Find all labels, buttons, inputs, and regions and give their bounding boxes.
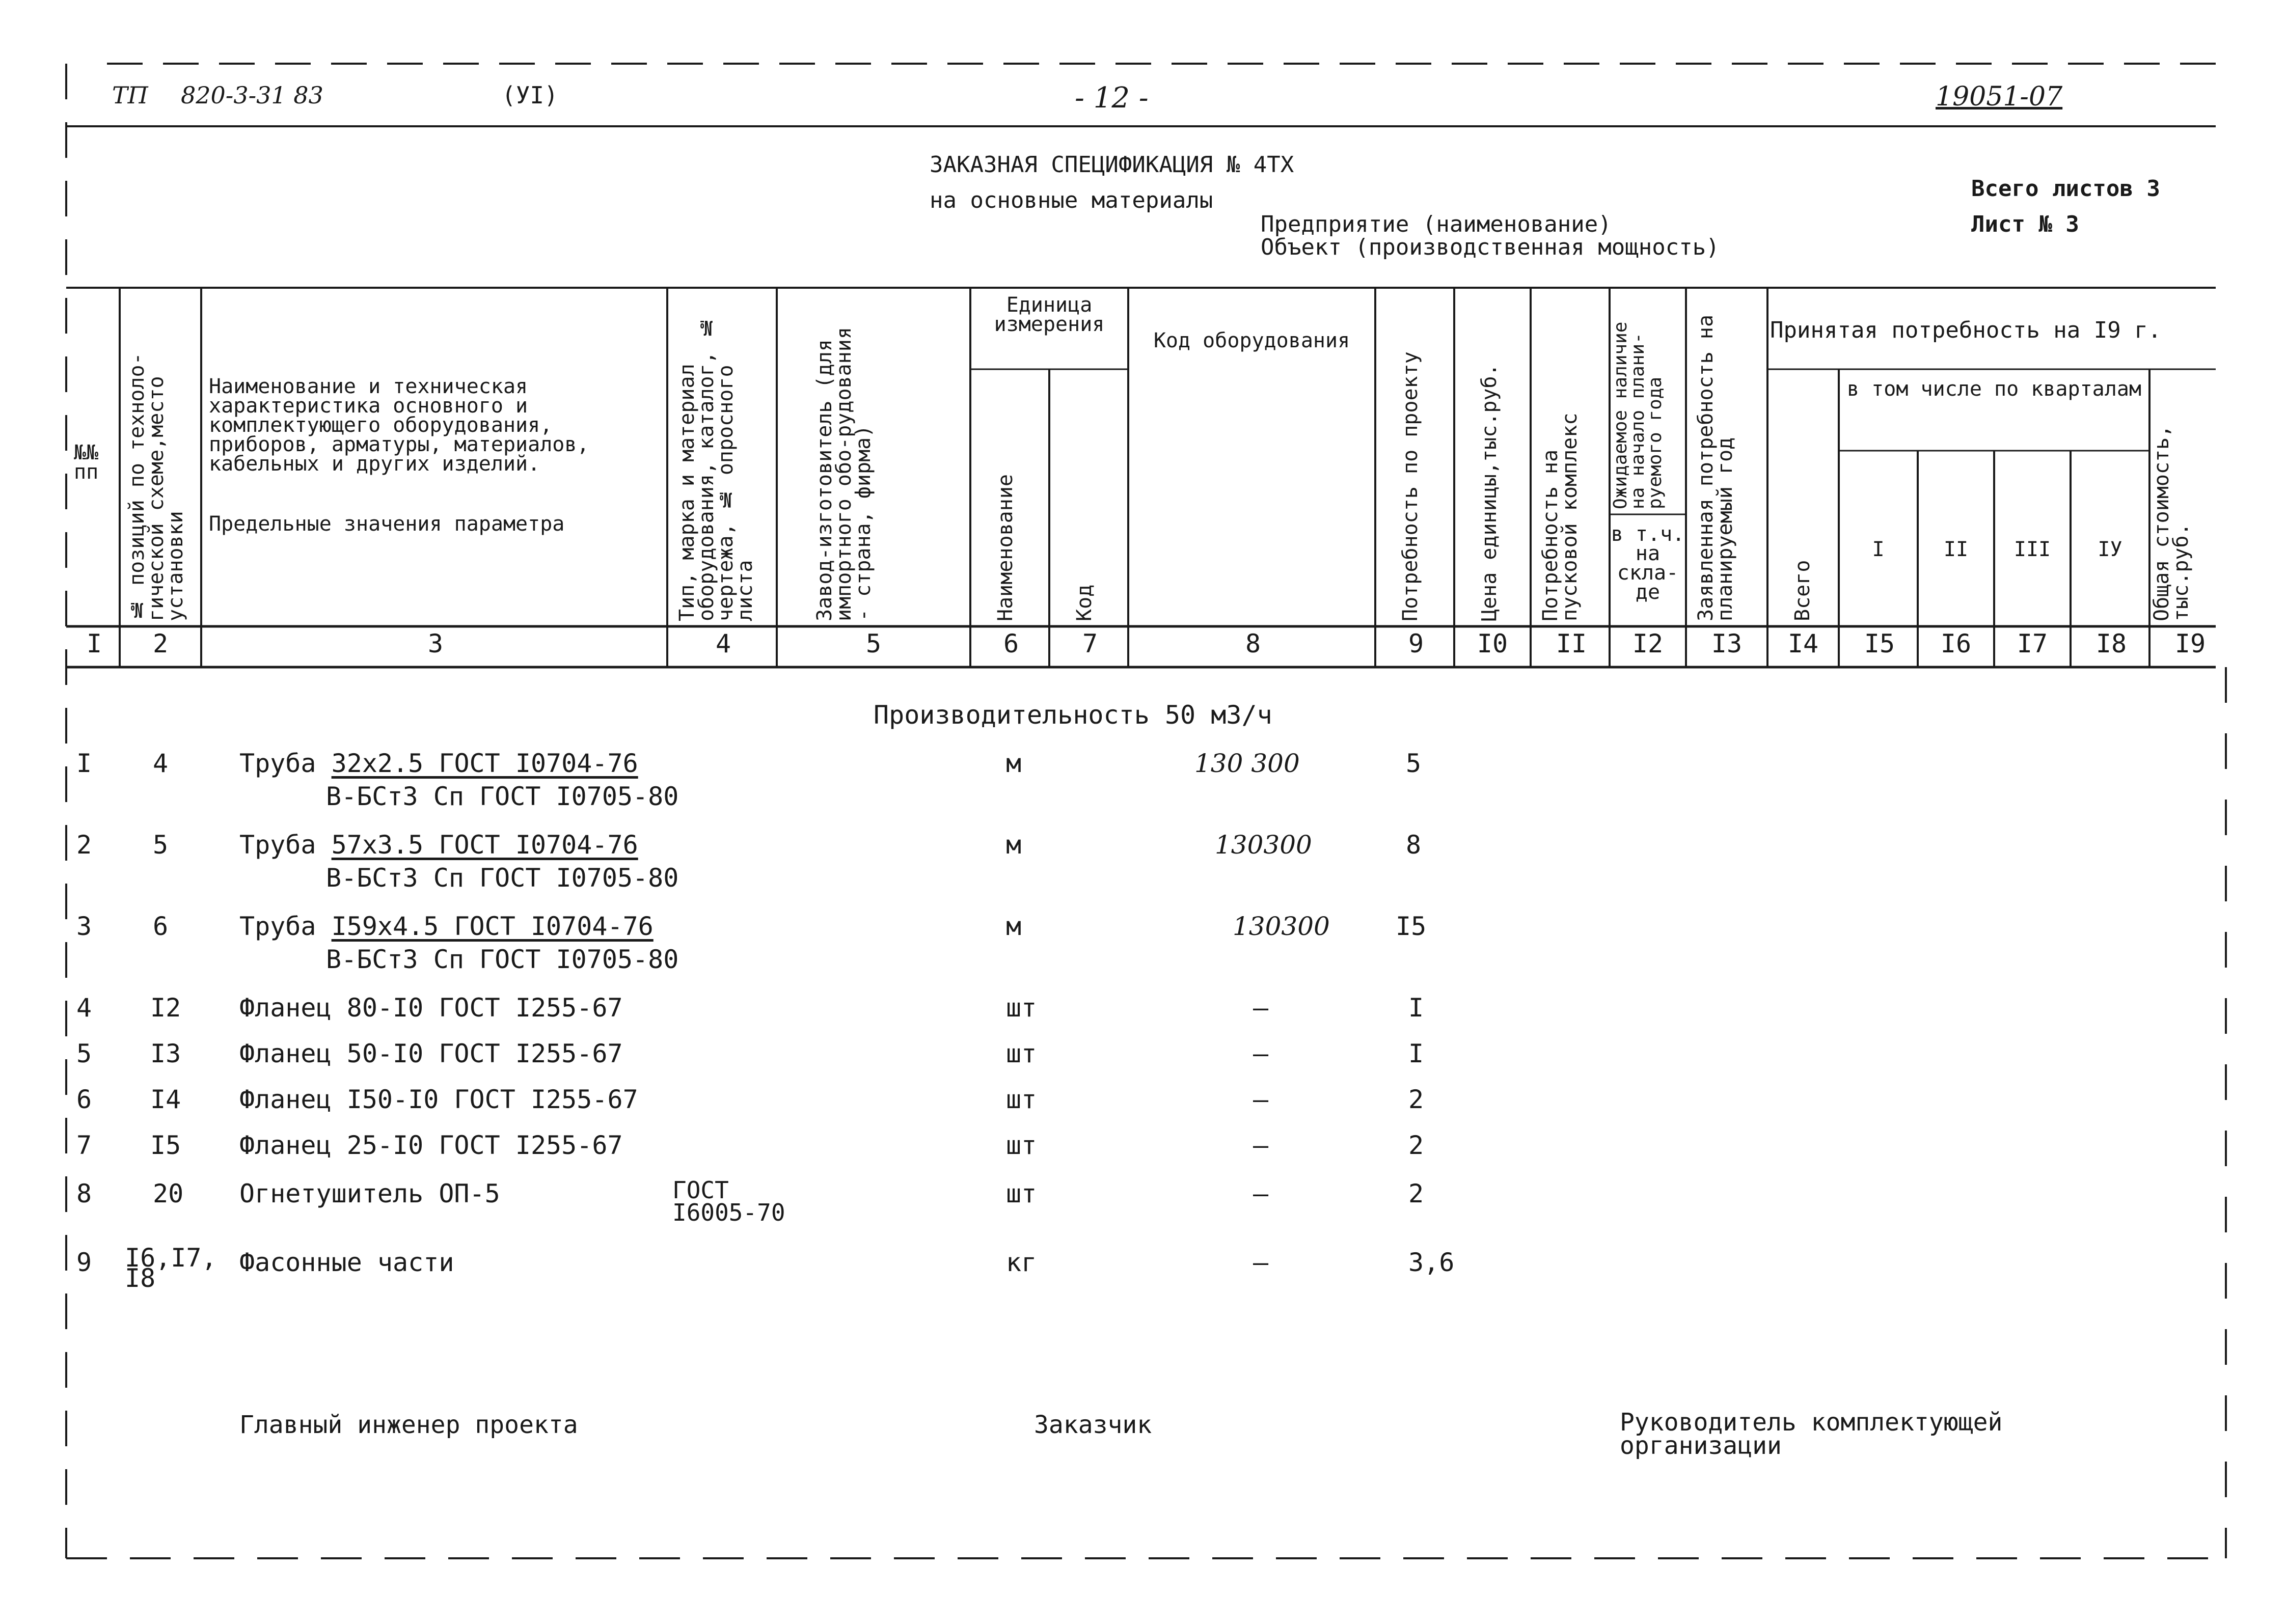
row-name: Труба 57х3.5 ГОСТ I0704-76 (239, 830, 638, 860)
col-number: 6 (1003, 629, 1019, 658)
col-number: I7 (2017, 629, 2048, 658)
col-number: 8 (1245, 629, 1261, 658)
header-col10: Цена единицы,тыс.руб. (1478, 364, 1501, 621)
row-spec: 57х3.5 ГОСТ I0704-76 (331, 830, 638, 860)
row-qty: 3,6 (1408, 1248, 1455, 1277)
row-code: — (1253, 1131, 1269, 1160)
header-col11: Потребность на пусковой комплекс (1539, 412, 1582, 621)
tp-number: 820-3-31 83 (181, 81, 323, 109)
tp-label: ТП (112, 81, 148, 109)
signature-chief-engineer: Главный инженер проекта (239, 1411, 578, 1439)
row-position: I6,I7, I8 (125, 1243, 217, 1293)
row-number: 5 (76, 1039, 92, 1068)
header-quarters: в том числе по кварталам (1847, 377, 2141, 401)
header-unit-group: Единица измерения (994, 293, 1105, 336)
row-qty: 2 (1408, 1179, 1424, 1208)
row-name: Фланец 50-I0 ГОСТ I255-67 (239, 1039, 623, 1068)
header-col8: Код оборудования (1153, 329, 1350, 352)
header-q2: II (1943, 538, 1969, 561)
row-number: 6 (76, 1085, 92, 1114)
row-spec: 32х2.5 ГОСТ I0704-76 (331, 749, 638, 778)
row-unit: шт (1006, 1131, 1037, 1160)
col-number: I9 (2174, 629, 2206, 658)
row-code: 130 300 (1194, 749, 1300, 778)
col-number: I2 (1632, 629, 1664, 658)
row-name: Фасонные части (239, 1248, 454, 1277)
row-name: Фланец 80-I0 ГОСТ I255-67 (239, 993, 623, 1023)
row-name: Огнетушитель ОП-5 (239, 1179, 500, 1208)
row-code: — (1253, 1248, 1269, 1277)
col-number: I8 (2096, 629, 2127, 658)
col-number: I5 (1864, 629, 1895, 658)
inventory-number: 19051-07 (1936, 81, 2063, 112)
header-col3-name: Наименование и техническая характеристика основного и комплектующего оборудования, приборов, арматуры, материалов, кабельных и других изделий. (209, 375, 589, 476)
row-code: — (1253, 993, 1269, 1023)
row-unit: кг (1006, 1248, 1037, 1277)
row-number: 4 (76, 993, 92, 1023)
col-number: I6 (1940, 629, 1972, 658)
row-position: 6 (153, 912, 169, 941)
col-number: 9 (1408, 629, 1424, 658)
row-code: — (1253, 1085, 1269, 1114)
row-number: 8 (76, 1179, 92, 1208)
header-q1: I (1872, 538, 1885, 561)
row-qty: 2 (1408, 1085, 1424, 1114)
row-type: ГОСТ I6005-70 (672, 1176, 785, 1226)
row-unit: м (1006, 749, 1022, 778)
row-qty: 5 (1406, 749, 1422, 778)
header-col7: Код (1073, 584, 1096, 621)
signature-customer: Заказчик (1034, 1411, 1152, 1439)
col-number: I (86, 629, 102, 658)
row-name: Труба 32х2.5 ГОСТ I0704-76 (239, 749, 638, 778)
row-name: Фланец I50-I0 ГОСТ I255-67 (239, 1085, 638, 1114)
row-number: I (76, 749, 92, 778)
header-q4: IУ (2098, 538, 2122, 561)
row-spec: I59х4.5 ГОСТ I0704-76 (331, 912, 654, 941)
header-col12-expected: Ожидаемое наличие на начало плани-руемого года (1610, 321, 1666, 509)
row-qty: 2 (1408, 1131, 1424, 1160)
row-name: Фланец 25-I0 ГОСТ I255-67 (239, 1131, 623, 1160)
row-code: 130300 (1233, 912, 1330, 941)
row-name: Труба I59х4.5 ГОСТ I0704-76 (239, 912, 654, 941)
header-col2: № позиций по техноло-гической схеме,место установки (125, 352, 187, 621)
row-position: I2 (150, 993, 181, 1023)
header-col6: Наименование (994, 474, 1017, 621)
col-number: I4 (1787, 629, 1819, 658)
spec-subtitle: на основные материалы (930, 187, 1213, 213)
header-col13: Заявленная потребность на планируемый год (1694, 314, 1737, 621)
signature-supplier-head: Руководитель комплектующей организации (1620, 1408, 2003, 1460)
header-q3: III (2013, 538, 2051, 561)
row-position: I3 (150, 1039, 181, 1068)
col-number: I3 (1711, 629, 1743, 658)
object-label: Объект (производственная мощность) (1261, 234, 1720, 260)
spec-title: ЗАКАЗНАЯ СПЕЦИФИКАЦИЯ № 4ТХ (930, 152, 1294, 178)
row-position: 4 (153, 749, 169, 778)
col-number: 7 (1082, 629, 1098, 658)
row-code: — (1253, 1039, 1269, 1068)
row-material: В-БСт3 Сп ГОСТ I0705-80 (326, 945, 679, 974)
page-number: - 12 - (1075, 81, 1149, 115)
row-qty: I (1408, 1039, 1424, 1068)
row-unit: м (1006, 912, 1022, 941)
row-number: 9 (76, 1248, 92, 1277)
row-unit: шт (1006, 1039, 1037, 1068)
header-col19: Общая стоимость, тыс.руб. (2150, 425, 2193, 621)
row-unit: шт (1006, 1085, 1037, 1114)
col-number: 3 (427, 629, 444, 658)
col-number: 2 (152, 629, 169, 658)
row-position: I5 (150, 1131, 181, 1160)
row-material: В-БСт3 Сп ГОСТ I0705-80 (326, 782, 679, 811)
album-number: (УI) (502, 81, 558, 109)
row-position: 5 (153, 830, 169, 860)
header-accepted: Принятая потребность на I9 г. (1770, 317, 2162, 343)
col-number: 5 (865, 629, 882, 658)
row-number: 3 (76, 912, 92, 941)
row-unit: м (1006, 830, 1022, 860)
header-col3-limits: Предельные значения параметра (209, 512, 565, 536)
header-col12-stock: в т.ч. на скла-де (1611, 522, 1685, 604)
enterprise-label: Предприятие (наименование) (1261, 211, 1612, 237)
row-material: В-БСт3 Сп ГОСТ I0705-80 (326, 863, 679, 893)
col-number: I0 (1477, 629, 1508, 658)
header-col4: Тип, марка и материал оборудования, каталог, № чертежа, № опросного листа (675, 316, 757, 621)
row-code: 130300 (1215, 830, 1312, 860)
sheets-total: Всего листов 3 (1971, 176, 2160, 202)
row-qty: 8 (1406, 830, 1422, 860)
row-number: 7 (76, 1131, 92, 1160)
section-title: Производительность 50 м3/ч (874, 700, 1272, 730)
col-number: II (1556, 629, 1587, 658)
row-qty: I (1408, 993, 1424, 1023)
row-unit: шт (1006, 1179, 1037, 1208)
row-unit: шт (1006, 993, 1037, 1023)
header-col1: №№ пп (74, 441, 99, 484)
row-number: 2 (76, 830, 92, 860)
header-col14: Всего (1791, 560, 1814, 621)
row-code: — (1253, 1179, 1269, 1208)
row-qty: I5 (1396, 912, 1427, 941)
header-col9: Потребность по проекту (1399, 351, 1422, 621)
col-number: 4 (715, 629, 731, 658)
row-position: 20 (153, 1179, 184, 1208)
header-col5: Завод-изготовитель (для импортного обо-рудования - страна, фирма) (813, 327, 875, 621)
sheet-number: Лист № 3 (1971, 211, 2079, 237)
row-position: I4 (150, 1085, 181, 1114)
